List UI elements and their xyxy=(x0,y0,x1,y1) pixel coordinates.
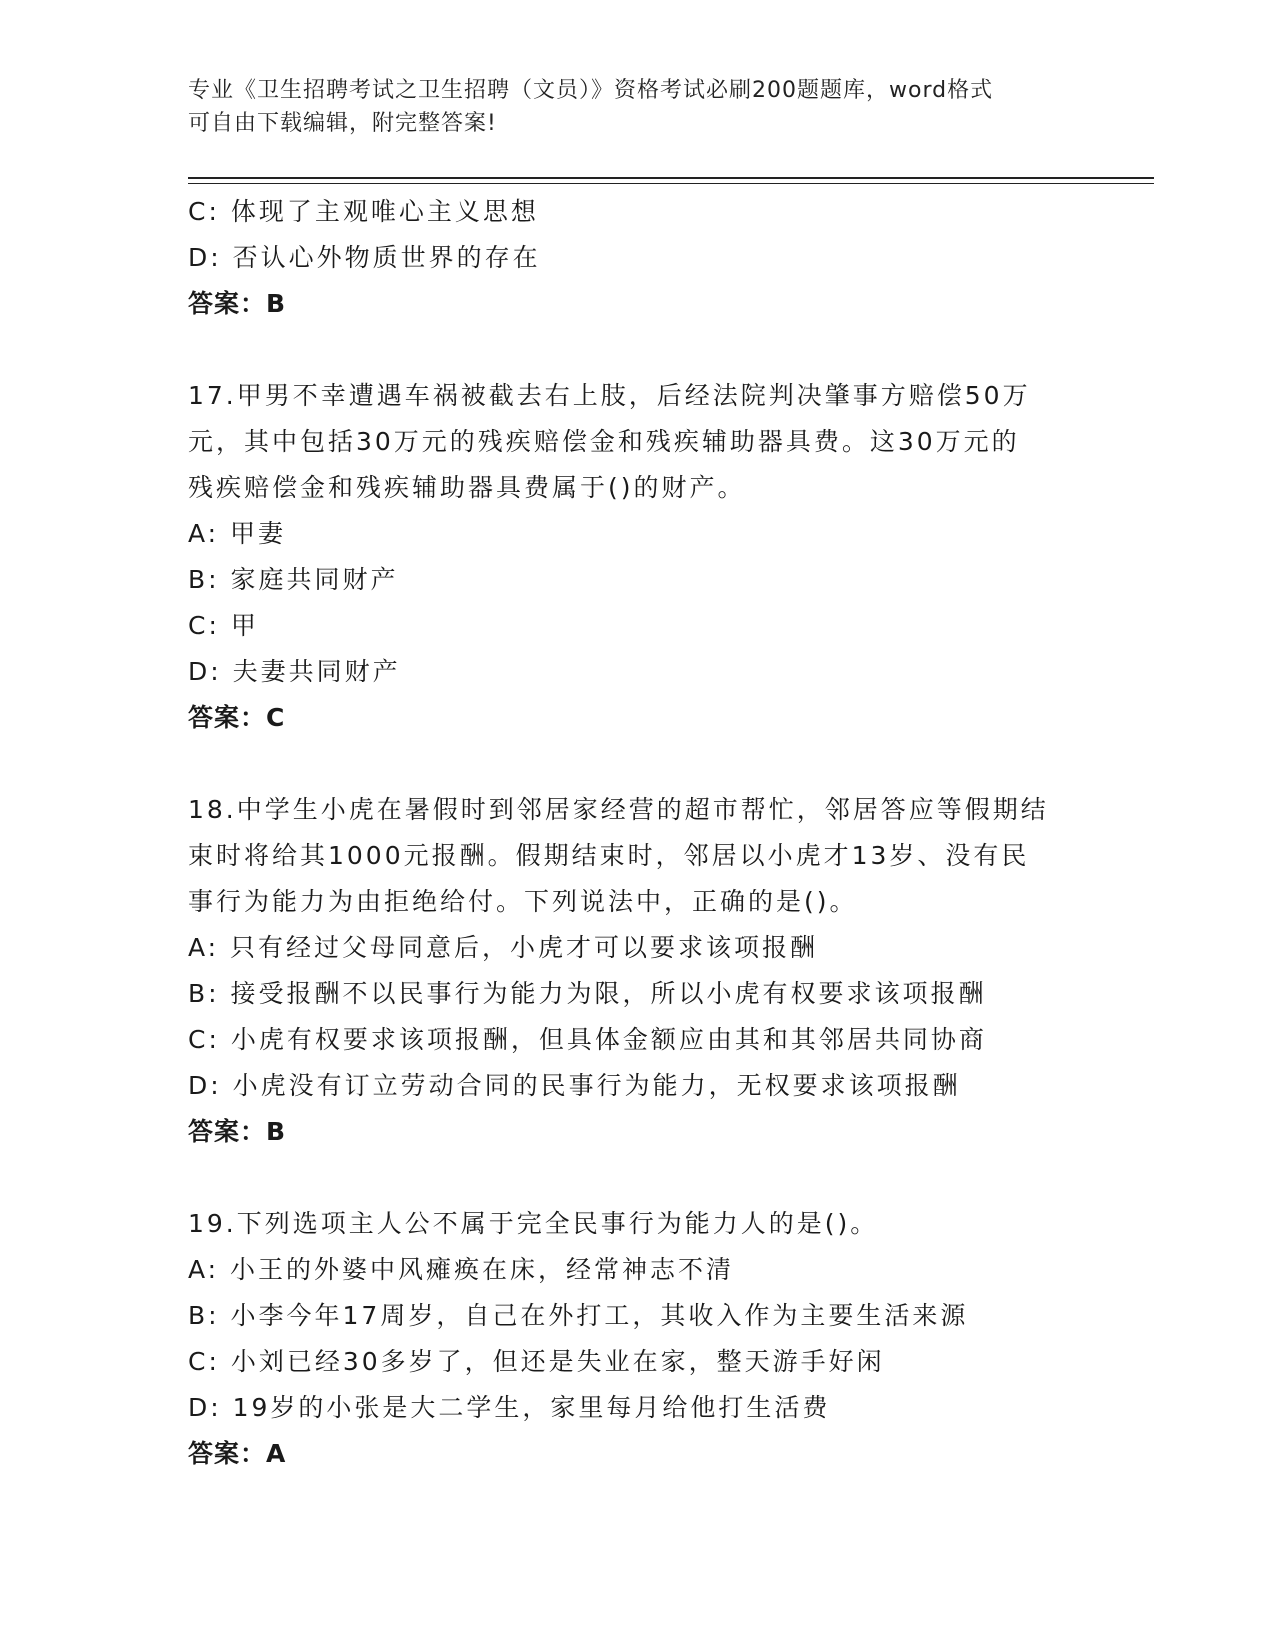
option-a: A: 甲妻 xyxy=(188,519,287,548)
page-header xyxy=(188,74,1088,140)
answer-label: 答案：B xyxy=(188,289,287,318)
option-c: C: 小刘已经30多岁了，但还是失业在家，整天游手好闲 xyxy=(188,1347,885,1376)
question-stem-line: 19.下列选项主人公不属于完全民事行为能力人的是()。 xyxy=(188,1209,879,1238)
option-b: B: 家庭共同财产 xyxy=(188,565,399,594)
option-d: D: 夫妻共同财产 xyxy=(188,657,401,686)
header-line-2: 可自由下载编辑，附完整答案! xyxy=(188,111,497,136)
option-b: B: 接受报酬不以民事行为能力为限，所以小虎有权要求该项报酬 xyxy=(188,979,987,1008)
option-a: A: 只有经过父母同意后，小虎才可以要求该项报酬 xyxy=(188,933,819,962)
question-stem-line: 残疾赔偿金和残疾辅助器具费属于()的财产。 xyxy=(188,473,746,502)
question-17 xyxy=(188,373,1088,741)
question-stem-line: 17.甲男不幸遭遇车祸被截去右上肢，后经法院判决肇事方赔偿50万 xyxy=(188,381,1031,410)
spacer xyxy=(188,741,1088,787)
spacer xyxy=(188,327,1088,373)
question-16-continued xyxy=(188,189,1088,327)
header-divider-thin xyxy=(188,183,1154,184)
header-line-1: 专业《卫生招聘考试之卫生招聘（文员）》资格考试必刷200题题库，word格式 xyxy=(188,78,994,103)
option-b: B: 小李今年17周岁，自己在外打工，其收入作为主要生活来源 xyxy=(188,1301,969,1330)
answer-label: 答案：B xyxy=(188,1117,287,1146)
question-19 xyxy=(188,1201,1088,1477)
question-18 xyxy=(188,787,1088,1155)
option-c: C: 小虎有权要求该项报酬，但具体金额应由其和其邻居共同协商 xyxy=(188,1025,987,1054)
option-d: D: 否认心外物质世界的存在 xyxy=(188,243,541,272)
question-stem-line: 18.中学生小虎在暑假时到邻居家经营的超市帮忙，邻居答应等假期结 xyxy=(188,795,1049,824)
question-stem-line: 元，其中包括30万元的残疾赔偿金和残疾辅助器具费。这30万元的 xyxy=(188,427,1020,456)
option-c: C: 甲 xyxy=(188,611,259,640)
option-d: D: 19岁的小张是大二学生，家里每月给他打生活费 xyxy=(188,1393,831,1422)
option-c: C: 体现了主观唯心主义思想 xyxy=(188,197,539,226)
question-list xyxy=(188,189,1088,1477)
spacer xyxy=(188,1155,1088,1201)
header-divider-thick xyxy=(188,177,1154,179)
answer-label: 答案：A xyxy=(188,1439,287,1468)
answer-label: 答案：C xyxy=(188,703,286,732)
question-stem-line: 事行为能力为由拒绝给付。下列说法中，正确的是()。 xyxy=(188,887,858,916)
question-stem-line: 束时将给其1000元报酬。假期结束时，邻居以小虎才13岁、没有民 xyxy=(188,841,1030,870)
option-a: A: 小王的外婆中风瘫痪在床，经常神志不清 xyxy=(188,1255,735,1284)
option-d: D: 小虎没有订立劳动合同的民事行为能力，无权要求该项报酬 xyxy=(188,1071,961,1100)
